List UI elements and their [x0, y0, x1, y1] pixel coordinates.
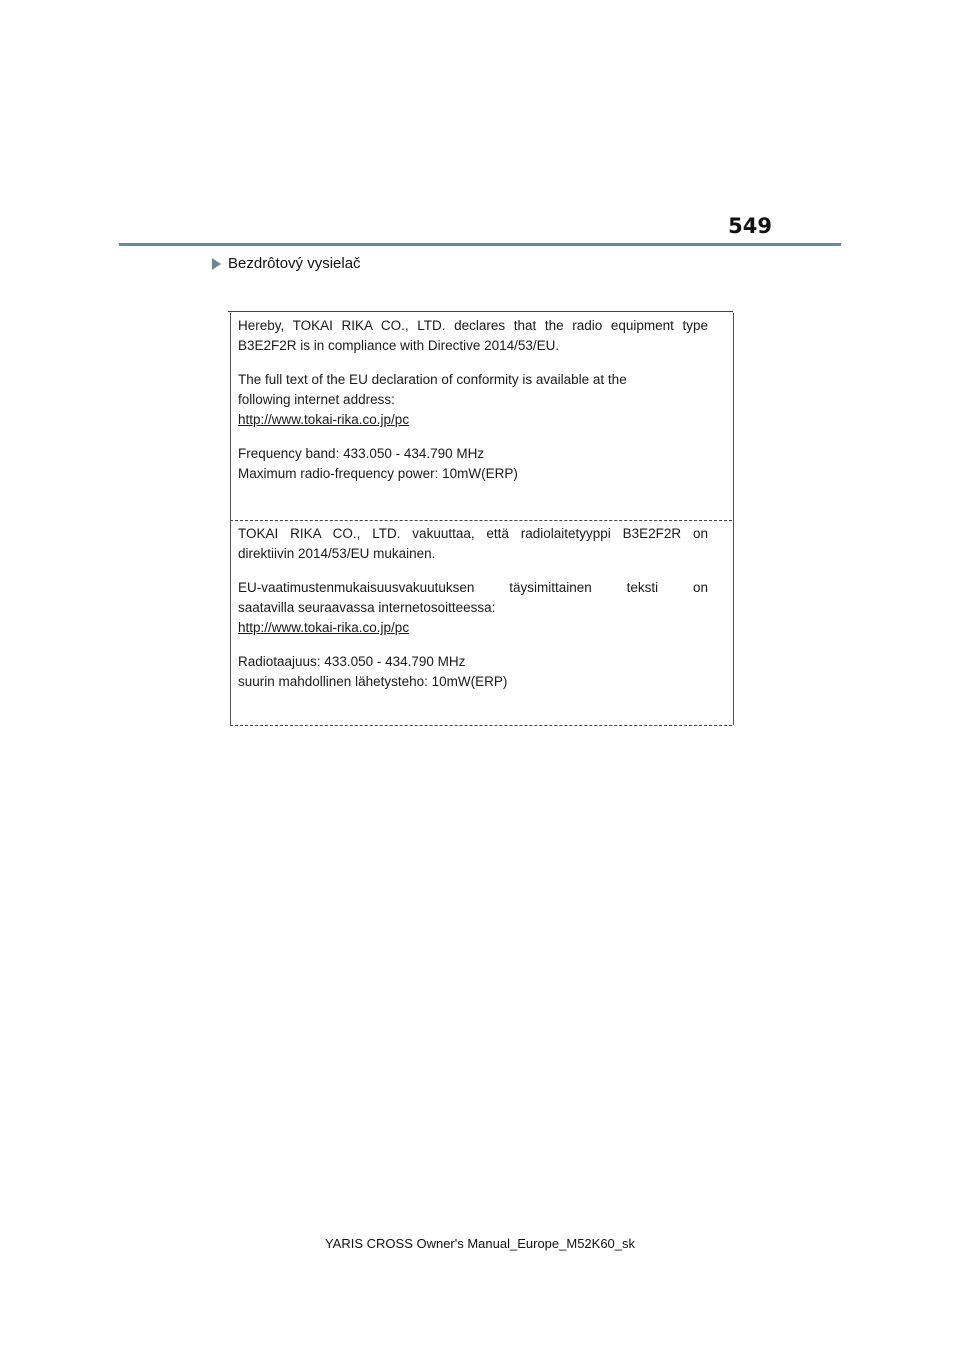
page-footer: YARIS CROSS Owner's Manual_Europe_M52K60_sk — [324, 1236, 636, 1251]
section-heading-text: Bezdrôtový vysielač — [228, 255, 361, 272]
english-line-5: Frequency band: 433.050 - 434.790 MHz — [238, 446, 485, 461]
finnish-line-6: suurin mahdollinen lähetysteho: 10mW(ERP) — [238, 674, 508, 689]
english-line-3: The full text of the EU declaration of conformity is available at the — [238, 372, 627, 387]
finnish-line-1: TOKAI RIKA CO., LTD. vakuuttaa, että radiolaitetyyppi B3E2F2R on — [238, 526, 708, 541]
finnish-declaration — [238, 524, 708, 692]
box-bottom-rule — [230, 725, 732, 726]
page-number: 549 — [728, 214, 772, 238]
triangle-bullet-icon — [212, 258, 221, 270]
english-line-4: following internet address: — [238, 392, 395, 407]
box-top-rule — [228, 311, 733, 312]
finnish-url-link[interactable]: http://www.tokai-rika.co.jp/pc — [238, 620, 410, 635]
box-divider — [230, 520, 732, 521]
english-url-link[interactable]: http://www.tokai-rika.co.jp/pc — [238, 412, 410, 427]
english-line-6: Maximum radio-frequency power: 10mW(ERP) — [238, 466, 518, 481]
finnish-line-4: saatavilla seuraavassa internetosoitteessa: — [238, 600, 496, 615]
english-line-1: Hereby, TOKAI RIKA CO., LTD. declares that the radio equipment type — [238, 318, 708, 333]
finnish-line-3: EU-vaatimustenmukaisuusvakuutuksen täysimittainen teksti on — [238, 580, 708, 595]
finnish-line-5: Radiotaajuus: 433.050 - 434.790 MHz — [238, 654, 466, 669]
english-line-2: B3E2F2R is in compliance with Directive 2014/53/EU. — [238, 338, 560, 353]
finnish-line-2: direktiivin 2014/53/EU mukainen. — [238, 546, 436, 561]
section-heading — [212, 255, 361, 272]
english-declaration — [238, 316, 708, 484]
header-rule — [119, 243, 841, 246]
